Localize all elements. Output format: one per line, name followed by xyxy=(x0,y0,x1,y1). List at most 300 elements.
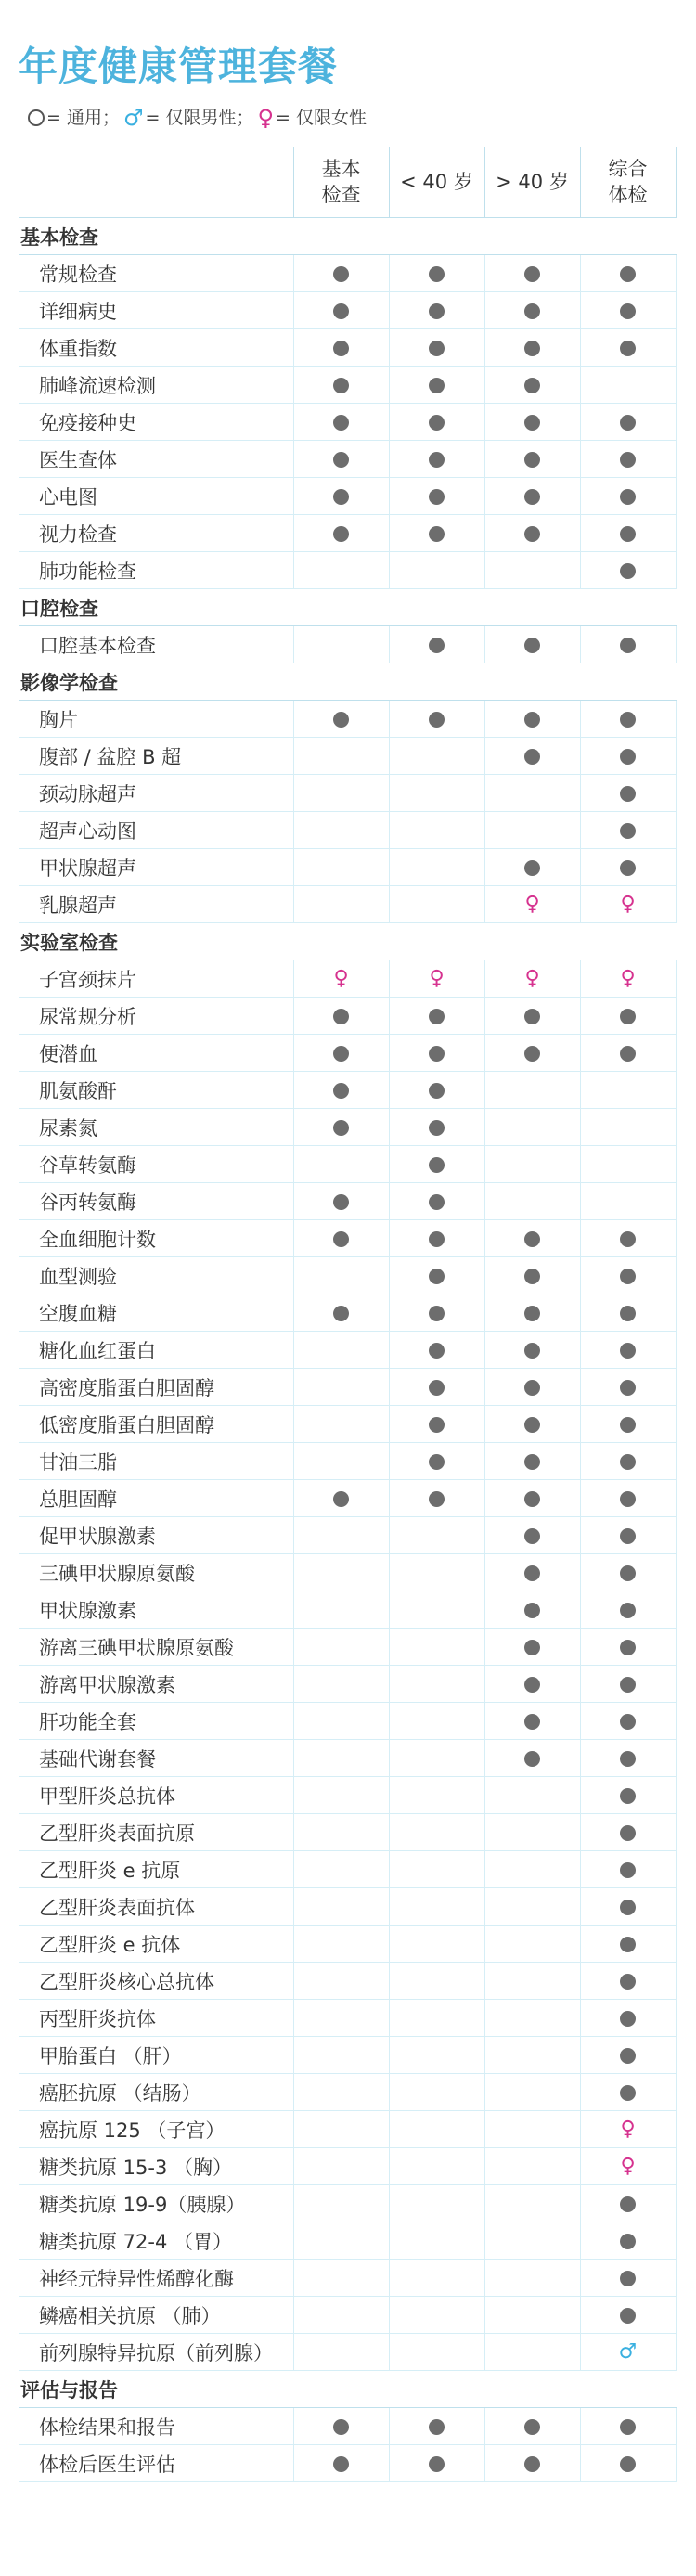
table-header-row xyxy=(19,147,676,218)
mark-cell xyxy=(484,2445,580,2482)
female-only-icon: ♀ xyxy=(620,892,636,916)
included-dot-icon xyxy=(333,452,349,468)
item-name: 乳腺超声 xyxy=(19,886,293,923)
mark-cell xyxy=(580,1257,676,1294)
included-dot-icon xyxy=(429,1269,445,1284)
included-dot-icon xyxy=(620,2085,636,2101)
item-name: 体检结果和报告 xyxy=(19,2408,293,2445)
mark-cell xyxy=(484,2148,580,2185)
mark-cell xyxy=(580,998,676,1035)
item-name: 视力检查 xyxy=(19,515,293,552)
included-dot-icon xyxy=(429,1306,445,1321)
mark-cell xyxy=(293,1926,389,1963)
included-dot-icon xyxy=(620,1009,636,1024)
table-row xyxy=(19,2148,676,2185)
item-name: 医生查体 xyxy=(19,441,293,478)
item-name: 乙型肝炎表面抗原 xyxy=(19,1814,293,1851)
mark-cell xyxy=(484,1740,580,1777)
mark-cell xyxy=(293,1591,389,1629)
included-dot-icon xyxy=(333,1306,349,1321)
item-name: 谷草转氨酶 xyxy=(19,1146,293,1183)
included-dot-icon xyxy=(620,860,636,876)
table-row xyxy=(19,367,676,404)
mark-cell xyxy=(484,1220,580,1257)
included-dot-icon xyxy=(620,638,636,653)
mark-cell xyxy=(484,2000,580,2037)
mark-cell xyxy=(293,292,389,329)
mark-cell xyxy=(580,1629,676,1666)
table-row xyxy=(19,2260,676,2297)
table-row xyxy=(19,1629,676,1666)
mark-cell xyxy=(293,1109,389,1146)
mark-cell xyxy=(293,329,389,367)
mark-cell xyxy=(484,738,580,775)
mark-cell xyxy=(293,2260,389,2297)
table-row xyxy=(19,849,676,886)
mark-cell xyxy=(389,1183,484,1220)
mark-cell xyxy=(580,1703,676,1740)
included-dot-icon xyxy=(429,1157,445,1173)
male-symbol-icon: ♂ xyxy=(122,105,144,131)
mark-cell xyxy=(484,292,580,329)
included-dot-icon xyxy=(333,1083,349,1099)
mark-cell xyxy=(389,1740,484,1777)
mark-cell xyxy=(389,1926,484,1963)
item-name: 糖类抗原 15-3 （胸） xyxy=(19,2148,293,2185)
mark-cell xyxy=(580,849,676,886)
table-row xyxy=(19,292,676,329)
mark-cell xyxy=(293,2222,389,2260)
mark-cell xyxy=(580,329,676,367)
mark-cell xyxy=(293,1332,389,1369)
mark-cell xyxy=(389,2222,484,2260)
included-dot-icon xyxy=(524,712,540,728)
included-dot-icon xyxy=(620,1603,636,1618)
mark-cell xyxy=(293,1369,389,1406)
mark-cell xyxy=(389,1220,484,1257)
mark-cell xyxy=(484,1332,580,1369)
included-dot-icon xyxy=(524,489,540,505)
mark-cell xyxy=(484,1035,580,1072)
mark-cell xyxy=(389,1888,484,1926)
table-row xyxy=(19,1888,676,1926)
mark-cell xyxy=(293,1480,389,1517)
mark-cell xyxy=(580,2260,676,2297)
mark-cell xyxy=(484,775,580,812)
mark-cell xyxy=(293,1035,389,1072)
table-row xyxy=(19,1740,676,1777)
included-dot-icon xyxy=(620,1417,636,1433)
included-dot-icon xyxy=(620,2308,636,2324)
mark-cell xyxy=(293,812,389,849)
table-row xyxy=(19,329,676,367)
mark-cell xyxy=(293,1554,389,1591)
item-name: 尿素氮 xyxy=(19,1109,293,1146)
included-dot-icon xyxy=(429,712,445,728)
mark-cell xyxy=(389,2111,484,2148)
mark-cell xyxy=(389,886,484,923)
mark-cell xyxy=(580,1963,676,2000)
item-name: 丙型肝炎抗体 xyxy=(19,2000,293,2037)
mark-cell xyxy=(389,1480,484,1517)
category-title: 口腔检查 xyxy=(19,589,676,626)
table-row xyxy=(19,441,676,478)
item-name: 游离甲状腺激素 xyxy=(19,1666,293,1703)
mark-cell xyxy=(293,626,389,663)
mark-cell xyxy=(389,441,484,478)
mark-cell xyxy=(484,2297,580,2334)
included-dot-icon xyxy=(620,452,636,468)
included-dot-icon xyxy=(429,415,445,431)
included-dot-icon xyxy=(620,1825,636,1841)
table-row xyxy=(19,2222,676,2260)
mark-cell xyxy=(484,1183,580,1220)
mark-cell xyxy=(484,1591,580,1629)
included-dot-icon xyxy=(429,1120,445,1136)
mark-cell xyxy=(293,1072,389,1109)
mark-cell xyxy=(484,812,580,849)
mark-cell xyxy=(580,1926,676,1963)
mark-cell xyxy=(484,2111,580,2148)
mark-cell xyxy=(293,515,389,552)
mark-cell xyxy=(580,2334,676,2371)
female-only-icon: ♀ xyxy=(524,892,540,916)
included-dot-icon xyxy=(620,2048,636,2064)
mark-cell xyxy=(293,775,389,812)
included-dot-icon xyxy=(429,341,445,356)
mark-cell xyxy=(293,849,389,886)
mark-cell xyxy=(389,775,484,812)
item-name: 低密度脂蛋白胆固醇 xyxy=(19,1406,293,1443)
item-name: 详细病史 xyxy=(19,292,293,329)
mark-cell xyxy=(484,329,580,367)
table-row xyxy=(19,2297,676,2334)
mark-cell xyxy=(484,2408,580,2445)
mark-cell xyxy=(389,478,484,515)
item-name: 糖类抗原 72-4 （胃） xyxy=(19,2222,293,2260)
mark-cell xyxy=(293,478,389,515)
mark-cell xyxy=(389,552,484,589)
mark-cell xyxy=(389,1777,484,1814)
table-row xyxy=(19,960,676,998)
included-dot-icon xyxy=(429,1343,445,1359)
mark-cell xyxy=(580,1480,676,1517)
included-dot-icon xyxy=(524,341,540,356)
mark-cell xyxy=(293,1740,389,1777)
table-row xyxy=(19,1072,676,1109)
included-dot-icon xyxy=(620,1454,636,1470)
table-row xyxy=(19,1109,676,1146)
mark-cell xyxy=(389,1591,484,1629)
legend-general xyxy=(28,104,120,132)
included-dot-icon xyxy=(524,1640,540,1655)
table-row xyxy=(19,701,676,738)
mark-cell xyxy=(389,255,484,292)
mark-cell xyxy=(580,1109,676,1146)
included-dot-icon xyxy=(524,266,540,282)
included-dot-icon xyxy=(429,1009,445,1024)
item-name: 癌抗原 125 （子宫） xyxy=(19,2111,293,2148)
table-row xyxy=(19,515,676,552)
table-row xyxy=(19,1703,676,1740)
category-row xyxy=(19,923,676,960)
included-dot-icon xyxy=(429,266,445,282)
included-dot-icon xyxy=(429,489,445,505)
mark-cell xyxy=(293,1814,389,1851)
mark-cell xyxy=(580,1888,676,1926)
mark-cell xyxy=(293,2297,389,2334)
included-dot-icon xyxy=(620,1046,636,1062)
mark-cell xyxy=(580,1443,676,1480)
included-dot-icon xyxy=(333,1046,349,1062)
item-name: 体重指数 xyxy=(19,329,293,367)
included-dot-icon xyxy=(620,1677,636,1693)
mark-cell xyxy=(580,1294,676,1332)
mark-cell xyxy=(293,1777,389,1814)
mark-cell xyxy=(389,292,484,329)
mark-cell xyxy=(389,1703,484,1740)
mark-cell xyxy=(580,2074,676,2111)
mark-cell xyxy=(580,2222,676,2260)
mark-cell xyxy=(484,1629,580,1666)
mark-cell xyxy=(580,812,676,849)
mark-cell xyxy=(484,1517,580,1554)
mark-cell xyxy=(389,2408,484,2445)
category-row xyxy=(19,218,676,255)
mark-cell xyxy=(580,701,676,738)
included-dot-icon xyxy=(620,1380,636,1396)
table-row xyxy=(19,1851,676,1888)
table-row xyxy=(19,2111,676,2148)
mark-cell xyxy=(580,1332,676,1369)
item-name: 常规检查 xyxy=(19,255,293,292)
included-dot-icon xyxy=(620,2196,636,2212)
included-dot-icon xyxy=(524,1306,540,1321)
item-name: 甘油三脂 xyxy=(19,1443,293,1480)
included-dot-icon xyxy=(429,1046,445,1062)
included-dot-icon xyxy=(524,1380,540,1396)
item-name: 口腔基本检查 xyxy=(19,626,293,663)
item-name: 体检后医生评估 xyxy=(19,2445,293,2482)
mark-cell xyxy=(580,2037,676,2074)
mark-cell xyxy=(580,626,676,663)
included-dot-icon xyxy=(620,1714,636,1730)
mark-cell xyxy=(293,1294,389,1332)
table-row xyxy=(19,2334,676,2371)
mark-cell xyxy=(389,1629,484,1666)
included-dot-icon xyxy=(333,1120,349,1136)
legend-male-label: = 仅限男性； xyxy=(145,108,254,128)
category-row xyxy=(19,589,676,626)
included-dot-icon xyxy=(620,2271,636,2286)
item-name: 糖化血红蛋白 xyxy=(19,1332,293,1369)
included-dot-icon xyxy=(429,1417,445,1433)
category-title: 基本检查 xyxy=(19,218,676,255)
item-name: 游离三碘甲状腺原氨酸 xyxy=(19,1629,293,1666)
table-row xyxy=(19,1480,676,1517)
category-title: 评估与报告 xyxy=(19,2371,676,2408)
included-dot-icon xyxy=(333,526,349,542)
table-row xyxy=(19,1554,676,1591)
mark-cell xyxy=(580,1591,676,1629)
item-name: 前列腺特异抗原（前列腺） xyxy=(19,2334,293,2371)
mark-cell xyxy=(580,2445,676,2482)
mark-cell xyxy=(580,2000,676,2037)
mark-cell xyxy=(580,1554,676,1591)
included-dot-icon xyxy=(620,1937,636,1952)
table-row xyxy=(19,1814,676,1851)
table-row xyxy=(19,2037,676,2074)
included-dot-icon xyxy=(620,1231,636,1247)
included-dot-icon xyxy=(620,1640,636,1655)
mark-cell xyxy=(293,1443,389,1480)
mark-cell xyxy=(293,367,389,404)
table-row xyxy=(19,1257,676,1294)
mark-cell xyxy=(484,1072,580,1109)
mark-cell xyxy=(389,1369,484,1406)
mark-cell xyxy=(580,1220,676,1257)
included-dot-icon xyxy=(524,1565,540,1581)
included-dot-icon xyxy=(429,1194,445,1210)
mark-cell xyxy=(580,1814,676,1851)
item-name: 乙型肝炎表面抗体 xyxy=(19,1888,293,1926)
table-row xyxy=(19,255,676,292)
included-dot-icon xyxy=(524,378,540,393)
mark-cell xyxy=(484,1369,580,1406)
mark-cell xyxy=(389,1963,484,2000)
mark-cell xyxy=(484,1926,580,1963)
mark-cell xyxy=(389,2148,484,2185)
included-dot-icon xyxy=(620,823,636,839)
item-name: 促甲状腺激素 xyxy=(19,1517,293,1554)
included-dot-icon xyxy=(620,2456,636,2472)
legend-female-label: = 仅限女性 xyxy=(276,108,367,128)
female-only-icon: ♀ xyxy=(620,2154,636,2178)
mark-cell xyxy=(484,1963,580,2000)
mark-cell xyxy=(580,255,676,292)
mark-cell xyxy=(389,1257,484,1294)
mark-cell xyxy=(580,738,676,775)
mark-cell xyxy=(484,849,580,886)
table-row xyxy=(19,1332,676,1369)
mark-cell xyxy=(389,2185,484,2222)
included-dot-icon xyxy=(524,749,540,765)
included-dot-icon xyxy=(524,1714,540,1730)
table-row xyxy=(19,1591,676,1629)
table-row xyxy=(19,2074,676,2111)
mark-cell xyxy=(484,2222,580,2260)
mark-cell xyxy=(484,1146,580,1183)
mark-cell xyxy=(389,738,484,775)
included-dot-icon xyxy=(620,749,636,765)
item-name: 糖类抗原 19-9（胰腺） xyxy=(19,2185,293,2222)
package-table xyxy=(19,147,677,2482)
mark-cell xyxy=(484,1888,580,1926)
table-row xyxy=(19,2445,676,2482)
table-row xyxy=(19,1220,676,1257)
female-only-icon: ♀ xyxy=(524,966,540,990)
mark-cell xyxy=(389,1072,484,1109)
open-circle-icon xyxy=(28,109,45,126)
mark-cell xyxy=(484,515,580,552)
mark-cell xyxy=(293,1666,389,1703)
item-name: 乙型肝炎核心总抗体 xyxy=(19,1963,293,2000)
mark-cell xyxy=(389,1851,484,1888)
included-dot-icon xyxy=(524,1603,540,1618)
mark-cell xyxy=(389,1332,484,1369)
mark-cell xyxy=(484,626,580,663)
included-dot-icon xyxy=(429,2456,445,2472)
included-dot-icon xyxy=(429,303,445,319)
mark-cell xyxy=(389,2037,484,2074)
table-row xyxy=(19,812,676,849)
mark-cell xyxy=(580,1183,676,1220)
mark-cell xyxy=(389,1443,484,1480)
table-row xyxy=(19,738,676,775)
item-name: 谷丙转氨酶 xyxy=(19,1183,293,1220)
female-only-icon: ♀ xyxy=(429,966,445,990)
mark-cell xyxy=(389,367,484,404)
included-dot-icon xyxy=(620,786,636,802)
mark-cell xyxy=(580,1517,676,1554)
table-row xyxy=(19,1926,676,1963)
table-row xyxy=(19,1294,676,1332)
included-dot-icon xyxy=(429,638,445,653)
table-body xyxy=(19,218,676,2482)
mark-cell xyxy=(580,1740,676,1777)
mark-cell xyxy=(293,1703,389,1740)
category-title: 实验室检查 xyxy=(19,923,676,960)
mark-cell xyxy=(389,2000,484,2037)
table-row xyxy=(19,478,676,515)
mark-cell xyxy=(484,998,580,1035)
mark-cell xyxy=(389,1035,484,1072)
col-header-basic: 基本 检查 xyxy=(293,147,389,218)
col-header-under-40: < 40 岁 xyxy=(389,147,484,218)
included-dot-icon xyxy=(620,341,636,356)
page-title: 年度健康管理套餐 xyxy=(19,44,339,89)
mark-cell xyxy=(389,515,484,552)
mark-cell xyxy=(389,2297,484,2334)
mark-cell xyxy=(293,552,389,589)
mark-cell xyxy=(293,1146,389,1183)
mark-cell xyxy=(293,1406,389,1443)
legend-general-label: = 通用； xyxy=(46,108,120,128)
item-name: 心电图 xyxy=(19,478,293,515)
included-dot-icon xyxy=(524,1528,540,1544)
included-dot-icon xyxy=(620,266,636,282)
included-dot-icon xyxy=(429,378,445,393)
included-dot-icon xyxy=(333,712,349,728)
table-row xyxy=(19,404,676,441)
item-name: 甲状腺超声 xyxy=(19,849,293,886)
mark-cell xyxy=(484,1294,580,1332)
mark-cell xyxy=(389,2260,484,2297)
mark-cell xyxy=(293,998,389,1035)
col-header-over-40: > 40 岁 xyxy=(484,147,580,218)
mark-cell xyxy=(389,998,484,1035)
mark-cell xyxy=(580,1406,676,1443)
included-dot-icon xyxy=(333,489,349,505)
mark-cell xyxy=(389,2334,484,2371)
table-row xyxy=(19,1146,676,1183)
table-row xyxy=(19,552,676,589)
table-row xyxy=(19,998,676,1035)
mark-cell xyxy=(293,738,389,775)
included-dot-icon xyxy=(429,2419,445,2435)
mark-cell xyxy=(293,1257,389,1294)
mark-cell xyxy=(389,626,484,663)
